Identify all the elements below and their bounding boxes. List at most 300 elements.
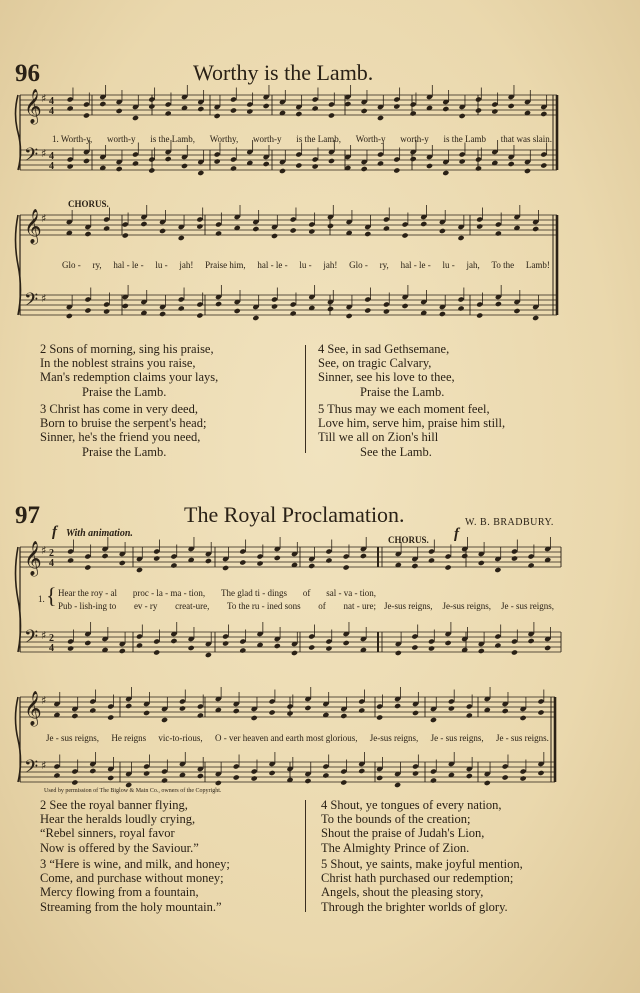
- note-head: [340, 779, 347, 785]
- note-head: [394, 703, 401, 709]
- note-head: [170, 562, 177, 568]
- note-head: [364, 231, 371, 237]
- lyric-syllable: 1. Worth-y,: [52, 134, 93, 144]
- note-head: [196, 312, 203, 318]
- time-signature-icon: 4: [49, 558, 54, 569]
- hymn-96-number: 96: [15, 60, 40, 87]
- lyric-syllable: ry,: [92, 260, 102, 270]
- note-head: [412, 770, 419, 776]
- lyric-syllable: Je-sus reigns,: [384, 601, 433, 611]
- lyric-syllable: To the ru - ined sons: [227, 601, 301, 611]
- note-head: [410, 110, 417, 116]
- note-head: [445, 640, 452, 646]
- note-head: [103, 225, 110, 231]
- note-head: [520, 775, 527, 781]
- hymn-96-verse-lyrics: [52, 134, 552, 144]
- note-head: [161, 717, 168, 723]
- lyric-syllable: that was slain.: [500, 134, 552, 144]
- note-head: [197, 712, 204, 718]
- note-head: [393, 167, 400, 173]
- lyric-syllable: ev - ry: [133, 601, 158, 611]
- note-head: [343, 564, 350, 570]
- lyric-syllable: jah,: [466, 260, 480, 270]
- lyric-syllable: He reigns: [111, 733, 147, 743]
- note-head: [360, 553, 367, 559]
- hymn-97-tempo: With animation.: [66, 528, 133, 539]
- note-head: [484, 780, 491, 786]
- sharp-key-icon: ♯: [41, 147, 47, 160]
- note-head: [214, 113, 221, 119]
- note-head: [410, 156, 417, 162]
- note-head: [107, 775, 114, 781]
- note-head: [179, 705, 186, 711]
- treble-clef-icon: 𝄞: [24, 209, 42, 244]
- note-head: [442, 106, 449, 112]
- treble-clef-icon: 𝄞: [24, 89, 42, 124]
- note-head: [170, 638, 177, 644]
- note-head: [383, 308, 390, 314]
- note-head: [205, 652, 212, 658]
- note-head: [122, 232, 129, 238]
- note-head: [295, 162, 302, 168]
- note-head: [312, 105, 319, 111]
- note-head: [439, 228, 446, 234]
- note-head: [153, 555, 160, 561]
- hymn-97-stanza-2: [40, 798, 199, 855]
- note-head: [457, 305, 464, 311]
- note-head: [165, 156, 172, 162]
- note-head: [239, 559, 246, 565]
- note-head: [279, 168, 286, 174]
- lyric-syllable: Je-sus reigns,: [442, 601, 491, 611]
- hymn-96-chorus-lyrics: [62, 260, 550, 270]
- note-head: [251, 715, 258, 721]
- lyric-syllable: Pub - lish-ing to: [58, 601, 117, 611]
- note-head: [67, 557, 74, 563]
- note-head: [466, 773, 473, 779]
- stanza-line: Praise the Lamb.: [82, 384, 167, 399]
- stanza-line: 5 Shout, ye saints, make joyful mention,: [321, 857, 523, 871]
- lyric-syllable: Glo -: [62, 260, 81, 270]
- note-head: [394, 782, 401, 788]
- lyric-syllable: Praise him,: [205, 260, 246, 270]
- time-signature-icon: 4: [49, 151, 54, 162]
- lyric-syllable: Worth-y: [355, 134, 386, 144]
- note-head: [274, 643, 281, 649]
- note-head: [511, 649, 518, 655]
- note-head: [325, 557, 332, 563]
- stanza-line: To the bounds of the creation;: [321, 812, 471, 827]
- note-head: [508, 161, 515, 167]
- note-head: [361, 108, 368, 114]
- note-head: [67, 645, 74, 651]
- stanza-line: 4 Shout, ye tongues of every nation,: [321, 798, 502, 812]
- hymn-97-column-divider: [305, 800, 306, 912]
- sharp-key-icon: ♯: [41, 629, 47, 642]
- note-head: [101, 553, 108, 559]
- stanza-line: The Almighty Prince of Zion.: [321, 840, 470, 855]
- note-head: [83, 112, 90, 118]
- lyric-syllable: worth-y: [107, 134, 136, 144]
- note-head: [376, 714, 383, 720]
- note-head: [377, 115, 384, 121]
- note-head: [165, 110, 172, 116]
- hymn-97-composer: W. B. BRADBURY.: [465, 517, 554, 528]
- note-head: [107, 714, 114, 720]
- lyric-syllable: is the Lamb,: [296, 134, 341, 144]
- note-head: [140, 221, 147, 227]
- note-head: [308, 563, 315, 569]
- stanza-line: Hear the heralds loudly crying,: [40, 812, 196, 827]
- note-head: [513, 308, 520, 314]
- note-head: [524, 168, 531, 174]
- note-head: [215, 301, 222, 307]
- note-head: [119, 648, 126, 654]
- sharp-key-icon: ♯: [41, 544, 47, 557]
- lyric-syllable: vic-to-rious,: [158, 733, 203, 743]
- stanza-line: See, on tragic Calvary,: [318, 356, 432, 371]
- note-head: [181, 163, 188, 169]
- note-head: [263, 103, 270, 109]
- stanza-line: 3 “Here is wine, and milk, and honey;: [40, 857, 230, 871]
- note-head: [291, 650, 298, 656]
- hymn-97-verse-line-2: [58, 601, 376, 611]
- note-head: [233, 708, 240, 714]
- hymn-97-stanza-4: [321, 798, 502, 855]
- note-head: [304, 778, 311, 784]
- sharp-key-icon: ♯: [41, 92, 47, 105]
- note-head: [89, 707, 96, 713]
- note-head: [205, 558, 212, 564]
- note-head: [230, 107, 237, 113]
- stanza-line: Love him, serve him, praise him still,: [318, 416, 506, 431]
- lyric-syllable: hal - le -: [257, 260, 288, 270]
- lyric-syllable: Lamb!: [525, 260, 550, 270]
- note-head: [544, 645, 551, 651]
- note-head: [358, 768, 365, 774]
- hymn-96-stanza-2: [40, 342, 218, 399]
- sharp-key-icon: ♯: [41, 759, 47, 772]
- note-head: [312, 163, 319, 169]
- note-head: [328, 112, 335, 118]
- note-head: [327, 306, 334, 312]
- note-head: [402, 303, 409, 309]
- stanza-line: Shout the praise of Judah's Lion,: [321, 826, 485, 841]
- note-head: [508, 103, 515, 109]
- lyric-syllable: Je - sus reigns,: [46, 733, 99, 743]
- note-head: [274, 555, 281, 561]
- lyric-syllable: Je - sus reigns,: [430, 733, 484, 743]
- note-head: [67, 163, 74, 169]
- time-signature-icon: 4: [49, 106, 54, 117]
- note-head: [494, 642, 501, 648]
- note-head: [340, 713, 347, 719]
- note-head: [252, 226, 259, 232]
- note-head: [428, 557, 435, 563]
- note-head: [327, 223, 334, 229]
- stanza-line: Till we all on Zion's hill: [318, 430, 439, 445]
- note-head: [148, 103, 155, 109]
- note-head: [361, 166, 368, 172]
- note-head: [459, 158, 466, 164]
- stanza-line: Born to bruise the serpent's head;: [40, 416, 207, 431]
- lyric-syllable: To the: [491, 260, 515, 270]
- hymn-97-chorus-dynamic: f: [454, 526, 459, 542]
- note-head: [495, 301, 502, 307]
- note-head: [430, 777, 437, 783]
- note-head: [290, 227, 297, 233]
- note-head: [53, 772, 60, 778]
- note-head: [67, 105, 74, 111]
- stanza-line: Christ hath purchased our redemption;: [321, 871, 514, 886]
- note-head: [528, 638, 535, 644]
- note-head: [502, 774, 509, 780]
- note-head: [478, 648, 485, 654]
- stanza-line: “Rebel sinners, royal favor: [40, 826, 175, 841]
- lyric-syllable: sal - va - tion,: [326, 588, 376, 598]
- note-head: [188, 645, 195, 651]
- sharp-key-icon: ♯: [41, 212, 47, 225]
- note-head: [308, 644, 315, 650]
- note-head: [222, 565, 229, 571]
- note-head: [116, 166, 123, 172]
- stanza-line: 2 Sons of morning, sing his praise,: [40, 342, 214, 356]
- lyric-syllable: worth-y: [400, 134, 429, 144]
- lyric-syllable: of: [318, 601, 326, 611]
- note-head: [540, 162, 547, 168]
- hymn-97-stanza-5: [321, 857, 523, 914]
- stanza-line: 2 See the royal banner flying,: [40, 798, 188, 812]
- stanza-line: Streaming from the holy mountain.”: [40, 899, 222, 914]
- lyric-syllable: jah!: [323, 260, 338, 270]
- lyric-syllable: of: [302, 588, 311, 598]
- note-head: [393, 103, 400, 109]
- note-head: [178, 235, 185, 241]
- time-signature-icon: 2: [49, 548, 54, 559]
- stanza-line: 5 Thus may we each moment feel,: [318, 402, 490, 416]
- time-signature-icon: 2: [49, 633, 54, 644]
- hymn-96-column-divider: [305, 345, 306, 453]
- note-head: [308, 228, 315, 234]
- note-head: [466, 712, 473, 718]
- note-head: [395, 650, 402, 656]
- note-head: [478, 560, 485, 566]
- note-head: [71, 713, 78, 719]
- lyric-syllable: Worthy,: [209, 134, 239, 144]
- lyric-syllable: Je - sus reigns,: [501, 601, 554, 611]
- note-head: [271, 303, 278, 309]
- note-head: [428, 645, 435, 651]
- note-head: [295, 111, 302, 117]
- note-head: [89, 768, 96, 774]
- note-head: [364, 307, 371, 313]
- lyric-syllable: Glo -: [349, 260, 368, 270]
- stanza-line: Mercy flowing from a fountain,: [40, 885, 199, 900]
- lyric-syllable: hal - le -: [400, 260, 431, 270]
- note-head: [343, 640, 350, 646]
- note-head: [178, 305, 185, 311]
- note-head: [116, 108, 123, 114]
- note-head: [457, 235, 464, 241]
- note-head: [252, 315, 259, 321]
- note-head: [251, 775, 258, 781]
- hymn-96-chorus-label: CHORUS.: [68, 199, 109, 209]
- note-head: [234, 308, 241, 314]
- note-head: [376, 775, 383, 781]
- lyric-syllable: lu -: [442, 260, 455, 270]
- hymn-96-stanza-3: [40, 402, 206, 459]
- stanza-line: 3 Christ has come in very deed,: [40, 402, 198, 416]
- note-head: [358, 707, 365, 713]
- lyric-syllable: proc - la - ma - tion,: [132, 588, 206, 598]
- lyric-syllable: lu -: [155, 260, 168, 270]
- note-head: [161, 777, 168, 783]
- stanza-line: Now is offered by the Saviour.”: [40, 840, 199, 855]
- note-head: [445, 564, 452, 570]
- note-head: [84, 564, 91, 570]
- time-signature-icon: 4: [49, 161, 54, 172]
- stanza-line: 4 See, in sad Gethsemane,: [318, 342, 450, 356]
- note-head: [263, 161, 270, 167]
- note-head: [246, 108, 253, 114]
- note-head: [511, 555, 518, 561]
- note-head: [197, 106, 204, 112]
- note-head: [143, 770, 150, 776]
- sharp-key-icon: ♯: [41, 292, 47, 305]
- note-head: [286, 710, 293, 716]
- note-head: [346, 313, 353, 319]
- stanza-line: Come, and purchase without money;: [40, 871, 224, 886]
- note-head: [239, 647, 246, 653]
- note-head: [411, 563, 418, 569]
- note-head: [256, 560, 263, 566]
- note-head: [290, 310, 297, 316]
- note-head: [528, 562, 535, 568]
- time-signature-icon: 4: [49, 96, 54, 107]
- bass-clef-icon: 𝄢: [24, 757, 39, 782]
- stanza-line: Sinner, see his love to thee,: [318, 370, 455, 385]
- note-head: [461, 553, 468, 559]
- lyric-syllable: Je-sus reigns,: [369, 733, 419, 743]
- note-head: [476, 223, 483, 229]
- note-head: [411, 644, 418, 650]
- note-head: [84, 231, 91, 237]
- hymn-96-stanza-4: [318, 342, 455, 399]
- hymn-97-title: The Royal Proclamation.: [184, 502, 405, 527]
- hymn-97-copyright: Used by permission of The Biglow & Main Co., owners of the Copyright.: [44, 788, 222, 794]
- hymn-97-number: 97: [15, 502, 40, 529]
- note-head: [540, 111, 547, 117]
- treble-clef-icon: 𝄞: [24, 541, 42, 576]
- lyric-syllable: Hear the roy - al: [58, 588, 117, 598]
- hymn-97-chorus-lyrics: [384, 601, 554, 611]
- note-head: [459, 113, 466, 119]
- note-head: [159, 228, 166, 234]
- note-head: [122, 303, 129, 309]
- note-head: [412, 710, 419, 716]
- note-head: [502, 708, 509, 714]
- note-head: [322, 772, 329, 778]
- treble-clef-icon: 𝄞: [24, 691, 42, 726]
- note-head: [442, 170, 449, 176]
- note-head: [132, 160, 139, 166]
- note-head: [520, 715, 527, 721]
- lyric-syllable: nat - ure;: [343, 601, 376, 611]
- lyric-syllable: Je - sus reigns.: [495, 733, 549, 743]
- note-head: [494, 567, 501, 573]
- stanza-line: Praise the Lamb.: [82, 444, 167, 459]
- note-head: [143, 710, 150, 716]
- lyric-syllable: hal - le -: [113, 260, 144, 270]
- note-head: [271, 233, 278, 239]
- note-head: [537, 770, 544, 776]
- hymn-96-title: Worthy is the Lamb.: [193, 60, 374, 85]
- hymn-97-stanza-3: [40, 857, 230, 914]
- note-head: [532, 315, 539, 321]
- note-head: [430, 717, 437, 723]
- hymn-96-stanza-5: [318, 402, 505, 459]
- note-head: [136, 567, 143, 573]
- note-head: [269, 709, 276, 715]
- hymn-97-dynamic-forte: f: [52, 524, 57, 540]
- hymn-97-verse-number: 1.: [38, 594, 45, 604]
- note-head: [328, 158, 335, 164]
- note-head: [159, 311, 166, 317]
- lyric-syllable: lu -: [299, 260, 312, 270]
- stanza-line: Through the brighter worlds of glory.: [321, 899, 508, 914]
- note-head: [215, 230, 222, 236]
- stanza-line: Man's redemption claims your lays,: [40, 370, 219, 385]
- bass-clef-icon: 𝄢: [24, 290, 39, 315]
- note-head: [420, 221, 427, 227]
- note-head: [475, 165, 482, 171]
- stanza-line: Sinner, he's the friend you need,: [40, 430, 201, 445]
- note-head: [99, 101, 106, 107]
- note-head: [84, 640, 91, 646]
- hymn-97-second-system-lyrics: [46, 733, 549, 743]
- note-head: [132, 115, 139, 121]
- bass-clef-icon: 𝄢: [24, 145, 39, 170]
- note-head: [383, 225, 390, 231]
- lyric-syllable: creat-ure,: [175, 601, 210, 611]
- note-head: [119, 560, 126, 566]
- note-head: [377, 160, 384, 166]
- note-head: [196, 223, 203, 229]
- hymn-97-verse-brace: {: [46, 583, 57, 608]
- bass-clef-icon: 𝄢: [24, 627, 39, 652]
- lyric-syllable: jah!: [179, 260, 194, 270]
- note-head: [304, 705, 311, 711]
- note-head: [532, 226, 539, 232]
- note-head: [495, 230, 502, 236]
- note-head: [136, 642, 143, 648]
- note-head: [197, 170, 204, 176]
- note-head: [197, 773, 204, 779]
- note-head: [476, 312, 483, 318]
- lyric-syllable: is the Lamb: [443, 134, 486, 144]
- note-head: [214, 158, 221, 164]
- note-head: [66, 313, 73, 319]
- note-head: [439, 311, 446, 317]
- time-signature-icon: 4: [49, 643, 54, 654]
- stanza-line: In the noblest strains you raise,: [40, 356, 196, 371]
- lyric-syllable: worth-y: [252, 134, 282, 144]
- hymn-97-chorus-label: CHORUS.: [388, 535, 429, 545]
- lyric-syllable: O - ver heaven and earth most glorious,: [214, 733, 358, 743]
- sharp-key-icon: ♯: [41, 694, 47, 707]
- note-head: [325, 645, 332, 651]
- note-head: [83, 158, 90, 164]
